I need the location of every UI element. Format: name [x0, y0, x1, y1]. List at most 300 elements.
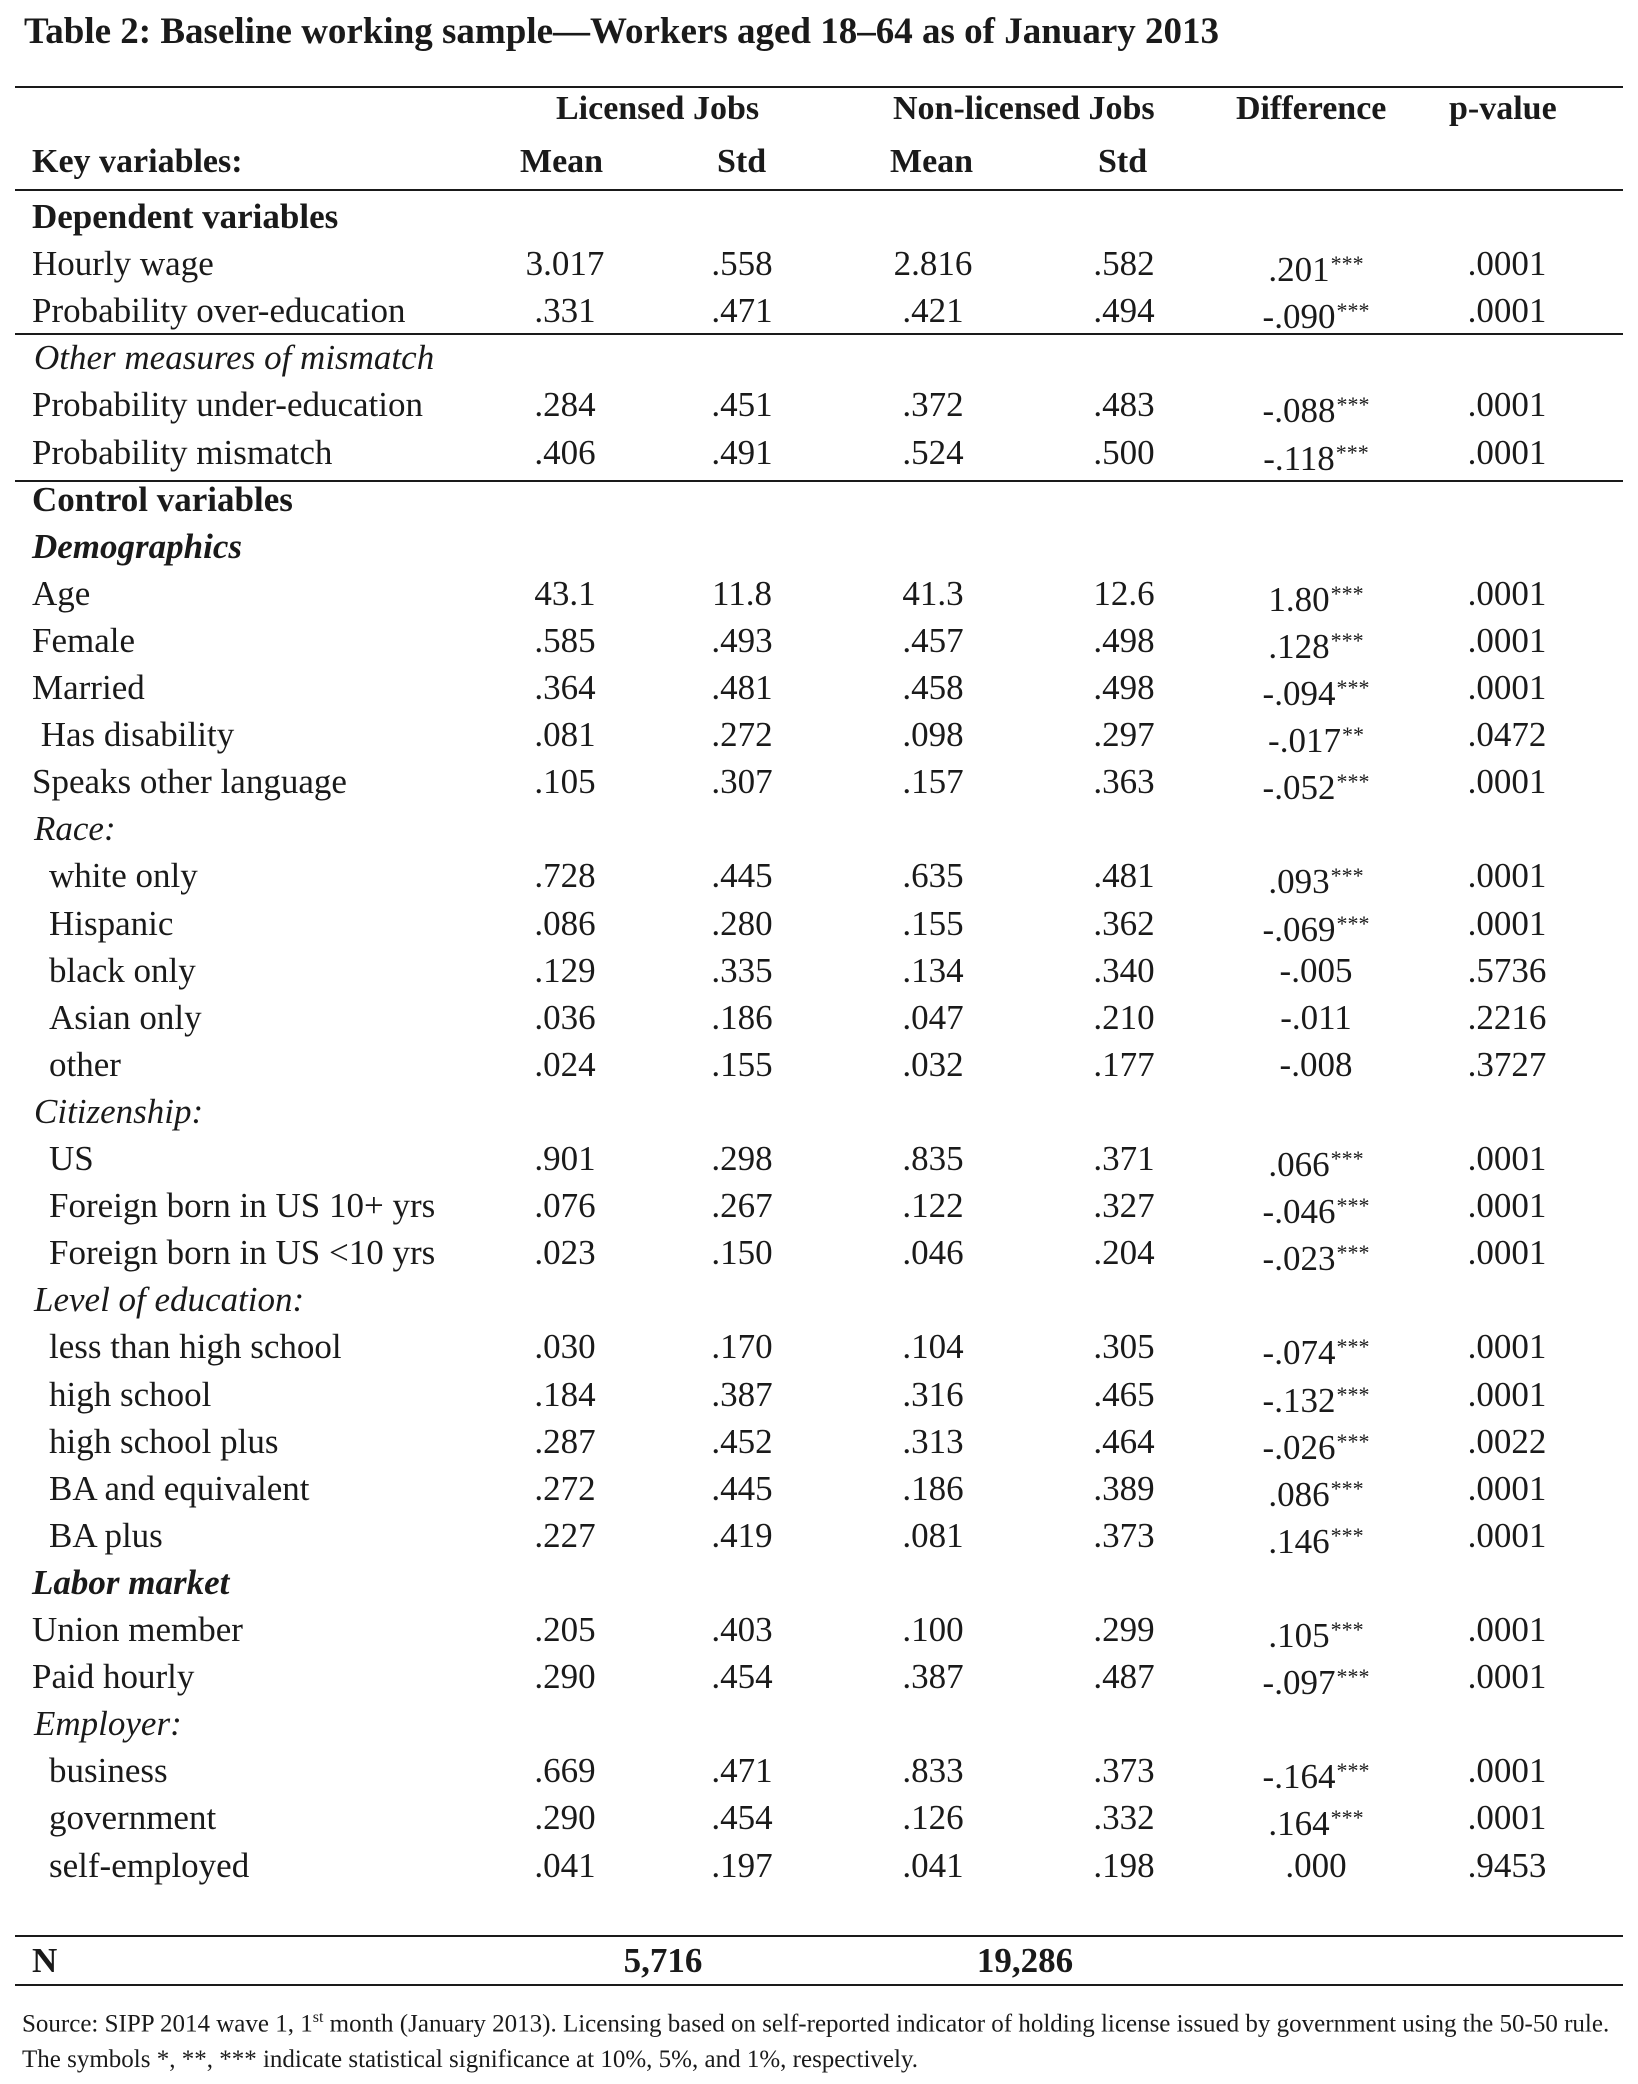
std-nonlicensed-cell: .198 — [1093, 1846, 1155, 1885]
mean-nonlicensed-cell: .313 — [902, 1422, 964, 1461]
std-licensed-cell: .272 — [711, 715, 773, 754]
table-row — [0, 1794, 1638, 1841]
table-row — [0, 1465, 1638, 1512]
significance-stars: *** — [1336, 1382, 1370, 1407]
std-nonlicensed-cell: .332 — [1093, 1798, 1155, 1837]
std-licensed-cell: .452 — [711, 1422, 773, 1461]
row-label: BA and equivalent — [49, 1469, 310, 1508]
table-row — [0, 1842, 1638, 1889]
row-label: Has disability — [32, 715, 235, 754]
section-row — [0, 193, 1638, 240]
source-part1: Source: SIPP 2014 wave 1, 1 — [22, 2010, 313, 2038]
difference-value: -.088 — [1262, 391, 1336, 430]
row-label: Labor market — [32, 1563, 230, 1602]
std-nonlicensed-cell: .465 — [1093, 1375, 1155, 1414]
mean-licensed-cell: 3.017 — [525, 244, 605, 283]
difference-cell — [1261, 1182, 1371, 1235]
difference-value: .093 — [1268, 862, 1330, 901]
mean-nonlicensed-cell: .104 — [902, 1327, 964, 1366]
pvalue-cell: .0001 — [1467, 574, 1547, 613]
significance-stars: *** — [1330, 1476, 1364, 1501]
table-row — [0, 1653, 1638, 1700]
std-licensed-cell: .387 — [711, 1375, 773, 1414]
pvalue-cell: .0001 — [1467, 856, 1547, 895]
table-row — [0, 664, 1638, 711]
pvalue-cell: .0001 — [1467, 1657, 1547, 1696]
header-mean-nonlicensed: Mean — [890, 143, 974, 180]
table-row — [0, 758, 1638, 805]
table-row — [0, 617, 1638, 664]
std-nonlicensed-cell: .210 — [1093, 998, 1155, 1037]
row-label: Control variables — [32, 480, 293, 519]
pvalue-cell: .0472 — [1467, 715, 1547, 754]
significance-stars: *** — [1330, 628, 1364, 653]
std-nonlicensed-cell: .363 — [1093, 762, 1155, 801]
std-licensed-cell: .298 — [711, 1139, 773, 1178]
header-std-nonlicensed: Std — [1098, 143, 1148, 180]
row-label: Paid hourly — [32, 1657, 195, 1696]
mean-nonlicensed-cell: .157 — [902, 762, 964, 801]
difference-value: -.097 — [1262, 1663, 1336, 1702]
row-label: BA plus — [49, 1516, 163, 1555]
std-nonlicensed-cell: .582 — [1093, 244, 1155, 283]
difference-value: .128 — [1268, 627, 1330, 666]
row-label: Probability under-education — [32, 385, 423, 424]
mean-licensed-cell: .227 — [534, 1516, 596, 1555]
header-nonlicensed-jobs: Non-licensed Jobs — [893, 90, 1155, 127]
mean-nonlicensed-cell: .524 — [902, 433, 964, 472]
mean-licensed-cell: .184 — [534, 1375, 596, 1414]
pvalue-cell: .0001 — [1467, 904, 1547, 943]
table-row — [0, 1041, 1638, 1088]
row-label: Foreign born in US 10+ yrs — [49, 1186, 436, 1225]
std-licensed-cell: .186 — [711, 998, 773, 1037]
source-note — [22, 2000, 1622, 2078]
std-licensed-cell: .307 — [711, 762, 773, 801]
difference-cell — [1261, 1747, 1371, 1800]
mean-licensed-cell: .290 — [534, 1798, 596, 1837]
mean-licensed-cell: .284 — [534, 385, 596, 424]
mean-licensed-cell: .331 — [534, 291, 596, 330]
row-label: Hispanic — [49, 904, 174, 943]
pvalue-cell: .0001 — [1467, 244, 1547, 283]
std-nonlicensed-cell: .483 — [1093, 385, 1155, 424]
difference-cell — [1261, 852, 1371, 905]
row-label: self-employed — [49, 1846, 250, 1885]
difference-value: -.017 — [1268, 721, 1341, 760]
std-nonlicensed-cell: .297 — [1093, 715, 1155, 754]
mean-licensed-cell: .076 — [534, 1186, 596, 1225]
difference-value: .146 — [1268, 1522, 1330, 1561]
row-label: Race: — [34, 809, 116, 848]
mean-nonlicensed-cell: .081 — [902, 1516, 964, 1555]
difference-cell — [1261, 758, 1371, 811]
std-nonlicensed-cell: .299 — [1093, 1610, 1155, 1649]
row-label: US — [49, 1139, 94, 1178]
mean-nonlicensed-cell: .372 — [902, 385, 964, 424]
table-row — [0, 1182, 1638, 1229]
difference-cell — [1261, 994, 1371, 1041]
row-label: Citizenship: — [34, 1092, 204, 1131]
pvalue-cell: .0001 — [1467, 385, 1547, 424]
difference-value: -.052 — [1262, 768, 1336, 807]
mean-nonlicensed-cell: .186 — [902, 1469, 964, 1508]
std-nonlicensed-cell: .373 — [1093, 1516, 1155, 1555]
table-title: Table 2: Baseline working sample—Workers aged 18–64 as of January 2013 — [24, 11, 1220, 52]
mean-nonlicensed-cell: .835 — [902, 1139, 964, 1178]
mean-licensed-cell: .041 — [534, 1846, 596, 1885]
header-licensed-jobs: Licensed Jobs — [556, 90, 760, 127]
significance-stars: *** — [1336, 298, 1370, 323]
difference-cell — [1261, 1794, 1371, 1847]
row-label: white only — [49, 856, 198, 895]
row-label: Asian only — [49, 998, 202, 1037]
row-label: Dependent variables — [32, 197, 339, 236]
section-row — [0, 1559, 1638, 1606]
header-rule — [15, 189, 1623, 191]
table-row — [0, 1747, 1638, 1794]
std-licensed-cell: .267 — [711, 1186, 773, 1225]
mean-licensed-cell: .086 — [534, 904, 596, 943]
difference-value: 1.80 — [1268, 580, 1330, 619]
mean-nonlicensed-cell: 41.3 — [902, 574, 964, 613]
difference-value: .066 — [1268, 1145, 1330, 1184]
section-row — [0, 1276, 1638, 1323]
difference-value: .105 — [1268, 1616, 1330, 1655]
std-nonlicensed-cell: .464 — [1093, 1422, 1155, 1461]
table-row — [0, 1229, 1638, 1276]
mean-licensed-cell: .728 — [534, 856, 596, 895]
difference-cell — [1261, 1135, 1371, 1188]
difference-cell — [1261, 381, 1371, 434]
std-licensed-cell: .197 — [711, 1846, 773, 1885]
row-label: less than high school — [49, 1327, 342, 1366]
std-licensed-cell: .403 — [711, 1610, 773, 1649]
significance-stars: *** — [1330, 1523, 1364, 1548]
mean-licensed-cell: .669 — [534, 1751, 596, 1790]
row-label: Other measures of mismatch — [34, 338, 435, 377]
std-licensed-cell: .454 — [711, 1798, 773, 1837]
significance-stars: *** — [1335, 440, 1369, 465]
table-row — [0, 711, 1638, 758]
mean-licensed-cell: .406 — [534, 433, 596, 472]
difference-cell — [1261, 711, 1371, 764]
difference-cell — [1261, 1229, 1371, 1282]
difference-cell — [1261, 1041, 1371, 1088]
difference-value: -.090 — [1262, 297, 1336, 336]
header-pvalue: p-value — [1449, 90, 1557, 127]
significance-stars: *** — [1330, 1146, 1364, 1171]
pvalue-cell: .0001 — [1467, 1186, 1547, 1225]
mean-nonlicensed-cell: .041 — [902, 1846, 964, 1885]
mean-licensed-cell: .272 — [534, 1469, 596, 1508]
pvalue-cell: .0022 — [1467, 1422, 1547, 1461]
std-licensed-cell: .445 — [711, 1469, 773, 1508]
difference-value: -.069 — [1262, 910, 1336, 949]
header-mean-licensed: Mean — [520, 143, 604, 180]
source-part2: month (January 2013). Licensing based on self-reported indicator of holding license issued by government using the 50-50 rule. The symbols *, **, *** indicate statistical significance at 10%, 5%, and 1%, respectively. — [22, 2010, 1610, 2074]
row-label: Married — [32, 668, 145, 707]
mean-nonlicensed-cell: .032 — [902, 1045, 964, 1084]
mean-nonlicensed-cell: 2.816 — [893, 244, 973, 283]
std-nonlicensed-cell: .177 — [1093, 1045, 1155, 1084]
row-label: government — [49, 1798, 217, 1837]
pvalue-cell: .0001 — [1467, 1327, 1547, 1366]
section-row — [0, 476, 1638, 523]
difference-cell — [1261, 617, 1371, 670]
std-nonlicensed-cell: 12.6 — [1093, 574, 1155, 613]
mean-licensed-cell: .585 — [534, 621, 596, 660]
row-label: Speaks other language — [32, 762, 347, 801]
std-nonlicensed-cell: .204 — [1093, 1233, 1155, 1272]
mean-licensed-cell: .129 — [534, 951, 596, 990]
section-row — [0, 805, 1638, 852]
mean-nonlicensed-cell: .046 — [902, 1233, 964, 1272]
mean-licensed-cell: .105 — [534, 762, 596, 801]
n-bottom-rule — [15, 1984, 1623, 1986]
difference-cell — [1261, 570, 1371, 623]
difference-value: .086 — [1268, 1475, 1330, 1514]
std-nonlicensed-cell: .481 — [1093, 856, 1155, 895]
table-row — [0, 287, 1638, 334]
pvalue-cell: .3727 — [1467, 1045, 1547, 1084]
significance-stars: *** — [1336, 1334, 1370, 1359]
table-row — [0, 240, 1638, 287]
significance-stars: *** — [1336, 1240, 1370, 1265]
difference-cell — [1261, 1371, 1371, 1424]
difference-value: -.023 — [1262, 1239, 1336, 1278]
table-row — [0, 900, 1638, 947]
mean-nonlicensed-cell: .635 — [902, 856, 964, 895]
mean-licensed-cell: .036 — [534, 998, 596, 1037]
significance-stars: *** — [1336, 911, 1370, 936]
significance-stars: *** — [1336, 769, 1370, 794]
top-rule — [15, 86, 1623, 88]
difference-value: -.008 — [1279, 1045, 1353, 1084]
std-nonlicensed-cell: .362 — [1093, 904, 1155, 943]
row-label: high school — [49, 1375, 212, 1414]
mean-licensed-cell: .364 — [534, 668, 596, 707]
difference-value: -.005 — [1279, 951, 1353, 990]
section-row — [0, 334, 1638, 381]
std-licensed-cell: 11.8 — [712, 574, 772, 613]
pvalue-cell: .0001 — [1467, 433, 1547, 472]
std-nonlicensed-cell: .305 — [1093, 1327, 1155, 1366]
mean-nonlicensed-cell: .833 — [902, 1751, 964, 1790]
significance-stars: *** — [1336, 1193, 1370, 1218]
mean-licensed-cell: .205 — [534, 1610, 596, 1649]
source-sup: st — [312, 2009, 324, 2026]
mean-licensed-cell: .081 — [534, 715, 596, 754]
mean-nonlicensed-cell: .134 — [902, 951, 964, 990]
row-label: Hourly wage — [32, 244, 214, 283]
difference-value: -.132 — [1262, 1381, 1336, 1420]
header-key-variables: Key variables: — [32, 143, 243, 180]
mean-licensed-cell: .287 — [534, 1422, 596, 1461]
row-label: Probability mismatch — [32, 433, 333, 472]
difference-cell — [1261, 1606, 1371, 1659]
row-label: Union member — [32, 1610, 243, 1649]
significance-stars: *** — [1330, 863, 1364, 888]
difference-value: -.118 — [1263, 439, 1335, 478]
mean-nonlicensed-cell: .457 — [902, 621, 964, 660]
difference-value: .000 — [1285, 1846, 1347, 1885]
difference-cell — [1261, 1842, 1371, 1889]
n-licensed: 5,716 — [623, 1941, 703, 1980]
significance-stars: *** — [1330, 251, 1364, 276]
mean-nonlicensed-cell: .126 — [902, 1798, 964, 1837]
mean-nonlicensed-cell: .316 — [902, 1375, 964, 1414]
std-licensed-cell: .481 — [711, 668, 773, 707]
n-row — [0, 1937, 1638, 1984]
difference-cell — [1261, 287, 1371, 340]
pvalue-cell: .0001 — [1467, 1798, 1547, 1837]
std-nonlicensed-cell: .494 — [1093, 291, 1155, 330]
mean-licensed-cell: .023 — [534, 1233, 596, 1272]
std-licensed-cell: .335 — [711, 951, 773, 990]
difference-cell — [1261, 1653, 1371, 1706]
difference-cell — [1261, 664, 1371, 717]
significance-stars: *** — [1336, 1758, 1370, 1783]
row-label: Age — [32, 574, 91, 613]
pvalue-cell: .0001 — [1467, 1751, 1547, 1790]
std-nonlicensed-cell: .340 — [1093, 951, 1155, 990]
significance-stars: ** — [1341, 722, 1364, 747]
mean-nonlicensed-cell: .458 — [902, 668, 964, 707]
mean-licensed-cell: .024 — [534, 1045, 596, 1084]
std-licensed-cell: .491 — [711, 433, 773, 472]
pvalue-cell: .0001 — [1467, 1233, 1547, 1272]
pvalue-cell: .0001 — [1467, 1610, 1547, 1649]
mean-licensed-cell: .030 — [534, 1327, 596, 1366]
row-label: Level of education: — [34, 1280, 305, 1319]
difference-cell — [1261, 947, 1371, 994]
row-label: high school plus — [49, 1422, 279, 1461]
mean-nonlicensed-cell: .421 — [902, 291, 964, 330]
table-row — [0, 947, 1638, 994]
std-licensed-cell: .471 — [711, 1751, 773, 1790]
row-label: Foreign born in US <10 yrs — [49, 1233, 436, 1272]
std-licensed-cell: .280 — [711, 904, 773, 943]
table-row — [0, 381, 1638, 428]
std-nonlicensed-cell: .487 — [1093, 1657, 1155, 1696]
table-row — [0, 1606, 1638, 1653]
table-row — [0, 570, 1638, 617]
pvalue-cell: .0001 — [1467, 1375, 1547, 1414]
difference-cell — [1261, 1512, 1371, 1565]
std-licensed-cell: .170 — [711, 1327, 773, 1366]
table-row — [0, 1512, 1638, 1559]
difference-value: .201 — [1268, 250, 1330, 289]
difference-value: -.046 — [1262, 1192, 1336, 1231]
std-licensed-cell: .471 — [711, 291, 773, 330]
significance-stars: *** — [1336, 1429, 1370, 1454]
mean-licensed-cell: .290 — [534, 1657, 596, 1696]
section-row — [0, 1088, 1638, 1135]
std-nonlicensed-cell: .373 — [1093, 1751, 1155, 1790]
std-nonlicensed-cell: .498 — [1093, 668, 1155, 707]
pvalue-cell: .0001 — [1467, 1139, 1547, 1178]
std-licensed-cell: .419 — [711, 1516, 773, 1555]
table-row — [0, 429, 1638, 476]
std-licensed-cell: .493 — [711, 621, 773, 660]
difference-value: -.094 — [1262, 674, 1336, 713]
n-label: N — [32, 1941, 58, 1980]
mean-nonlicensed-cell: .098 — [902, 715, 964, 754]
pvalue-cell: .2216 — [1467, 998, 1547, 1037]
header-difference: Difference — [1236, 90, 1387, 127]
header-std-licensed: Std — [717, 143, 767, 180]
mean-licensed-cell: .901 — [534, 1139, 596, 1178]
significance-stars: *** — [1330, 1617, 1364, 1642]
std-licensed-cell: .150 — [711, 1233, 773, 1272]
mean-nonlicensed-cell: .155 — [902, 904, 964, 943]
difference-value: -.011 — [1280, 998, 1352, 1037]
pvalue-cell: .0001 — [1467, 762, 1547, 801]
difference-cell — [1261, 1323, 1371, 1376]
std-licensed-cell: .155 — [711, 1045, 773, 1084]
mean-nonlicensed-cell: .047 — [902, 998, 964, 1037]
mean-licensed-cell: 43.1 — [534, 574, 596, 613]
difference-value: -.026 — [1262, 1428, 1336, 1467]
pvalue-cell: .0001 — [1467, 621, 1547, 660]
std-nonlicensed-cell: .327 — [1093, 1186, 1155, 1225]
std-licensed-cell: .558 — [711, 244, 773, 283]
row-label: Demographics — [32, 527, 242, 566]
significance-stars: *** — [1330, 581, 1364, 606]
std-licensed-cell: .454 — [711, 1657, 773, 1696]
significance-stars: *** — [1336, 1664, 1370, 1689]
difference-value: -.164 — [1262, 1757, 1336, 1796]
pvalue-cell: .5736 — [1467, 951, 1547, 990]
table-row — [0, 852, 1638, 899]
table-row — [0, 1371, 1638, 1418]
pvalue-cell: .0001 — [1467, 291, 1547, 330]
row-label: Female — [32, 621, 136, 660]
std-nonlicensed-cell: .498 — [1093, 621, 1155, 660]
row-label: business — [49, 1751, 168, 1790]
row-label: other — [49, 1045, 121, 1084]
significance-stars: *** — [1336, 392, 1370, 417]
difference-cell — [1261, 1418, 1371, 1471]
std-licensed-cell: .451 — [711, 385, 773, 424]
std-nonlicensed-cell: .500 — [1093, 433, 1155, 472]
difference-cell — [1261, 429, 1371, 482]
section-row — [0, 523, 1638, 570]
pvalue-cell: .9453 — [1467, 1846, 1547, 1885]
std-nonlicensed-cell: .389 — [1093, 1469, 1155, 1508]
difference-cell — [1261, 900, 1371, 953]
std-nonlicensed-cell: .371 — [1093, 1139, 1155, 1178]
mean-nonlicensed-cell: .387 — [902, 1657, 964, 1696]
table-row — [0, 994, 1638, 1041]
pvalue-cell: .0001 — [1467, 1469, 1547, 1508]
table-row — [0, 1135, 1638, 1182]
table-row — [0, 1323, 1638, 1370]
pvalue-cell: .0001 — [1467, 1516, 1547, 1555]
difference-cell — [1261, 1465, 1371, 1518]
mean-nonlicensed-cell: .122 — [902, 1186, 964, 1225]
mean-nonlicensed-cell: .100 — [902, 1610, 964, 1649]
significance-stars: *** — [1336, 675, 1370, 700]
pvalue-cell: .0001 — [1467, 668, 1547, 707]
n-nonlicensed: 19,286 — [976, 1941, 1074, 1980]
difference-cell — [1261, 240, 1371, 293]
row-label: Probability over-education — [32, 291, 406, 330]
row-label: Employer: — [34, 1704, 182, 1743]
table-row — [0, 1418, 1638, 1465]
row-label: black only — [49, 951, 196, 990]
